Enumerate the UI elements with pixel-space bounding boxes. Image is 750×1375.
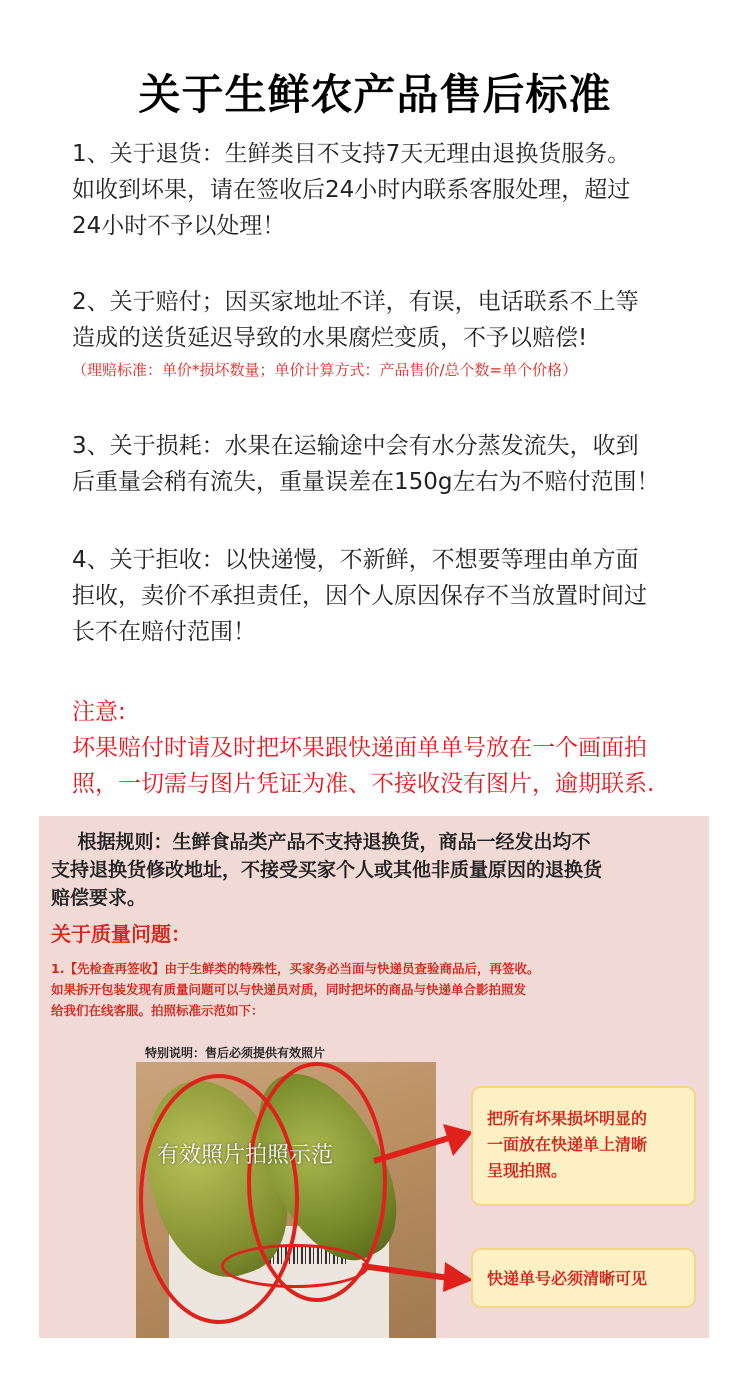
callout-line: 把所有坏果损坏明显的 — [487, 1109, 648, 1128]
callout-damaged-side — [471, 1086, 696, 1206]
callout-line: 呈现拍照。 — [487, 1161, 568, 1180]
page-title: 关于生鲜农产品售后标准 — [138, 70, 612, 119]
special-note: 特别说明：售后必须提供有效照片 — [145, 1046, 326, 1060]
example-photo-panel — [39, 816, 709, 1338]
example-overlay-text: 有效照片拍照示范 — [157, 1143, 334, 1168]
notice-heading: 注意: — [72, 699, 126, 725]
barcode-highlight-circle — [221, 1244, 369, 1288]
arrow-right-icon — [369, 1116, 479, 1176]
compensation-note: （理赔标准：单价*损坏数量；单价计算方式：产品售价/总个数=单个价格） — [72, 361, 578, 379]
loss-line: 后重量会稍有流失，重量误差在150g左右为不赔付范围！ — [72, 469, 660, 495]
compensation-line: 造成的送货延迟导致的水果腐烂变质，不予以赔偿! — [72, 325, 588, 351]
returns-line: 如收到坏果，请在签收后24小时内联系客服处理，超过 — [72, 177, 631, 203]
rejection-line: 4、关于拒收：以快递慢，不新鲜，不想要等理由单方面 — [72, 547, 639, 573]
rule-line: 支持退换货修改地址，不接受买家个人或其他非质量原因的退换货 — [51, 859, 603, 881]
rejection-line: 拒收，卖价不承担责任，因个人原因保存不当放置时间过 — [72, 583, 647, 609]
compensation-section — [72, 284, 682, 382]
returns-section — [72, 136, 682, 244]
arrow-right-icon — [357, 1256, 477, 1296]
callout-waybill: 快递单号必须清晰可见 — [471, 1248, 696, 1308]
quality-body — [51, 958, 701, 1021]
quality-line: 如果拆开包装发现有质量问题可以与快递员对质，同时把坏的商品与快递单合影拍照发 — [51, 982, 527, 997]
rejection-line: 长不在赔付范围！ — [72, 619, 256, 645]
rule-line: 赔偿要求。 — [51, 887, 147, 909]
compensation-line: 2、关于赔付；因买家地址不详，有误，电话联系不上等 — [72, 289, 639, 315]
callout-line: 一面放在快递单上清晰 — [487, 1135, 648, 1154]
loss-section — [72, 428, 682, 500]
returns-line: 1、关于退货：生鲜类目不支持7天无理由退换货服务。 — [72, 141, 631, 167]
quality-title: 关于质量问题： — [51, 922, 191, 946]
rule-text — [51, 828, 701, 912]
notice-line: 坏果赔付时请及时把坏果跟快递面单单号放在一个画面拍 — [72, 735, 647, 761]
notice-line: 照，一切需与图片凭证为准、不接收没有图片，逾期联系. — [72, 771, 655, 797]
rejection-section — [72, 542, 682, 650]
returns-line: 24小时不予以处理！ — [72, 213, 286, 239]
rule-line: 根据规则：生鲜食品类产品不支持退换货，商品一经发出均不 — [51, 831, 591, 853]
loss-line: 3、关于损耗：水果在运输途中会有水分蒸发流失，收到 — [72, 433, 639, 459]
quality-line: 给我们在线客服。拍照标准示范如下： — [51, 1003, 264, 1018]
quality-line: 1.【先检查再签收】由于生鲜类的特殊性，买家务必当面与快递员查验商品后，再签收。 — [51, 961, 540, 976]
notice-section — [72, 694, 682, 802]
